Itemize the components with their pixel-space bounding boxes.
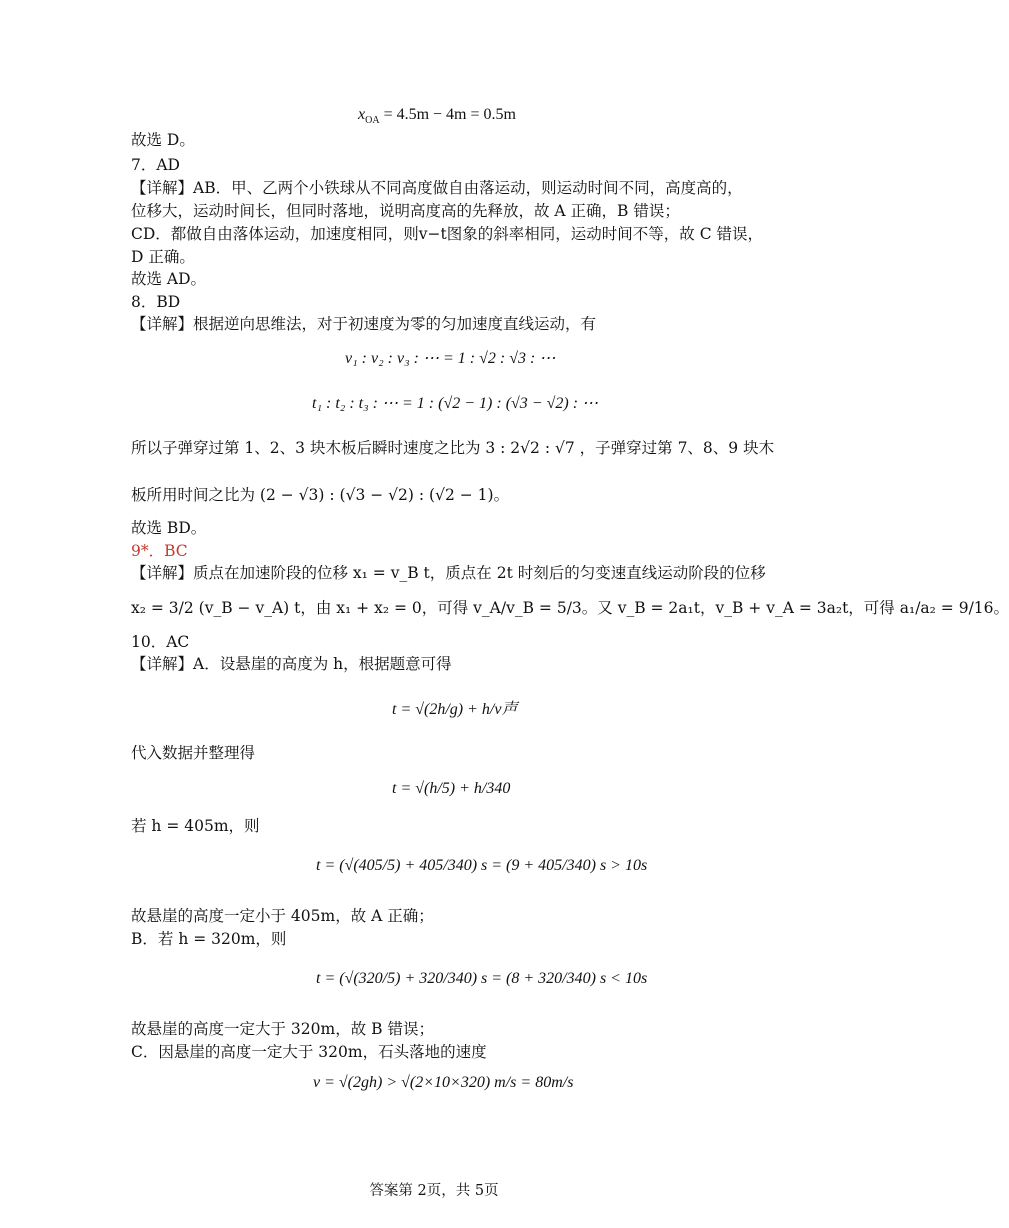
text-line: 所以子弹穿过第 1、2、3 块木板后瞬时速度之比为 3 : 2√2 : √7 ，子弹穿过第 7、8、9 块木 [131, 439, 775, 457]
equation-time-ratio: t₁ : t₂ : t₃ : ⋯ = 1 : (√2 − 1) : (√3 − √2) : ⋯ [312, 395, 599, 412]
text-line: 故悬崖的高度一定大于 320m，故 B 错误； [131, 1020, 434, 1038]
text-line: CD．都做自由落体运动，加速度相同，则v−t图象的斜率相同，运动时间不等，故 C 错误， [131, 225, 763, 243]
text-line: 【详解】质点在加速阶段的位移 x₁ = v_B t，质点在 2t 时刻后的匀变速直线运动阶段的位移 [131, 564, 766, 582]
text-line: 故选 AD。 [131, 270, 207, 288]
text-line: 【详解】根据逆向思维法，对于初速度为零的匀加速度直线运动，有 [131, 315, 597, 333]
question-7-heading: 7．AD [131, 156, 180, 174]
text-line: 故悬崖的高度一定小于 405m，故 A 正确； [131, 907, 434, 925]
text-line: C．因悬崖的高度一定大于 320m，石头落地的速度 [131, 1043, 487, 1061]
text-line: D 正确。 [131, 248, 195, 266]
page-footer: 答案第 2页，共 5页 [369, 1183, 499, 1199]
equation-velocity-ratio: v₁ : v₂ : v₃ : ⋯ = 1 : √2 : √3 : ⋯ [345, 350, 556, 367]
text-line: B．若 h = 320m，则 [131, 930, 287, 948]
text-line: 板所用时间之比为 (2 − √3) : (√3 − √2) : (√2 − 1)。 [131, 486, 510, 504]
text-line: 若 h = 405m，则 [131, 817, 260, 835]
text-line: 代入数据并整理得 [131, 744, 256, 762]
text-line: 位移大，运动时间长，但同时落地，说明高度高的先释放，故 A 正确，B 错误； [131, 202, 680, 220]
question-9-heading: 9*．BC [131, 542, 188, 560]
equation-h-405: t = (√(405/5) + 405/340) s = (9 + 405/340) s > 10s [316, 857, 648, 874]
question-8-heading: 8．BD [131, 293, 181, 311]
equation-impact-velocity: v = √(2gh) > √(2×10×320) m/s = 80m/s [313, 1074, 574, 1091]
text-line: x₂ = 3/2 (v_B − v_A) t，由 x₁ + x₂ = 0，可得 v_A/v_B = 5/3。又 v_B = 2a₁t，v_B + v_A = 3a₂t，可得 a₁/a₂ = 9/16。 [131, 599, 1009, 617]
equation-h-320: t = (√(320/5) + 320/340) s = (8 + 320/340) s < 10s [316, 970, 648, 987]
equation-fall-time: t = √(2h/g) + h/v声 [392, 701, 518, 718]
text-line: 故选 D。 [131, 131, 195, 149]
text-line: 【详解】AB．甲、乙两个小铁球从不同高度做自由落运动，则运动时间不同，高度高的， [131, 179, 743, 197]
text-line: 【详解】A．设悬崖的高度为 h，根据题意可得 [131, 655, 452, 673]
equation-fall-time-numeric: t = √(h/5) + h/340 [392, 780, 511, 797]
question-10-heading: 10．AC [131, 633, 190, 651]
equation-xoa: $x_{OA} = 4.5m - 4m = 0.5m$ [358, 106, 516, 127]
text-line: 故选 BD。 [131, 519, 207, 537]
